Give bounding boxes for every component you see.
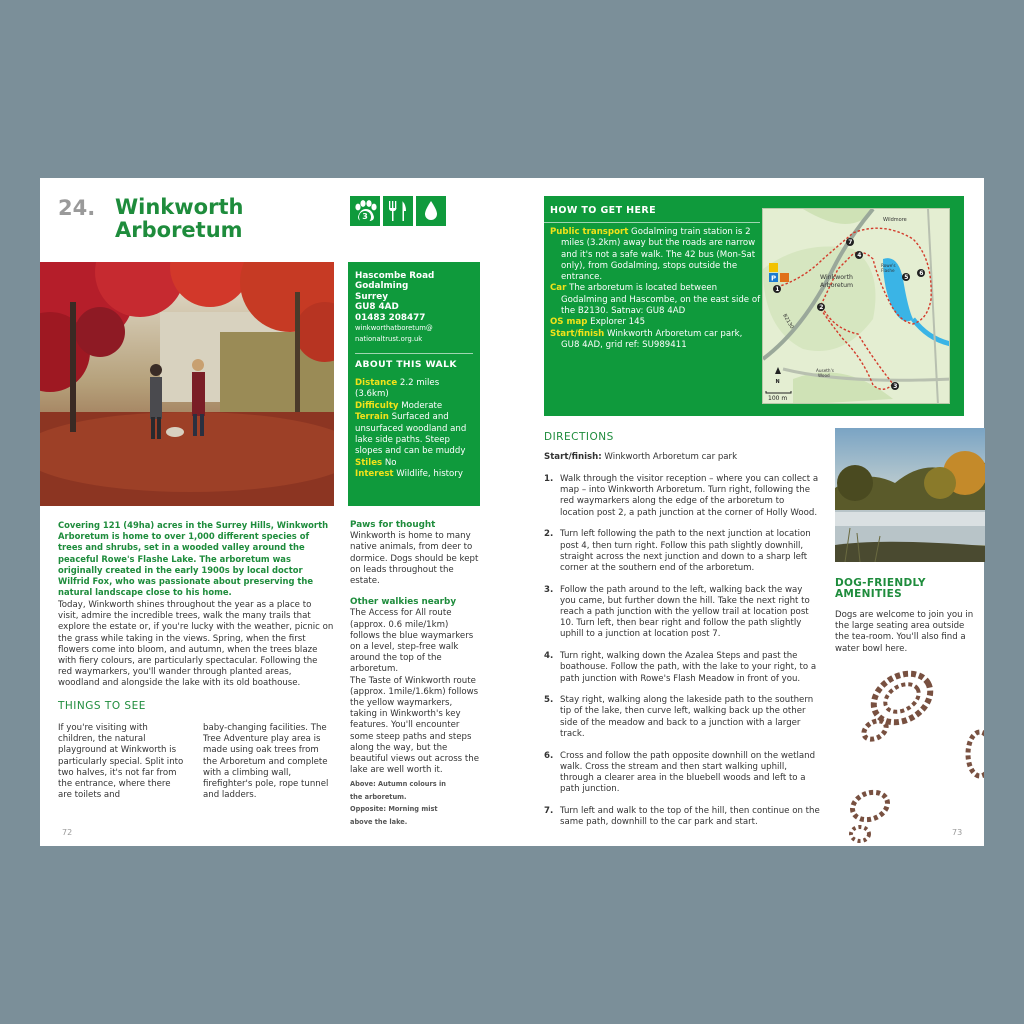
step-text: Turn left and walk to the top of the hill, then continue on the same path, downhill to the car park and start. xyxy=(560,805,820,828)
map-label-lake-1: Rowe's xyxy=(881,263,896,268)
other-walks-body-1: The Access for All route (approx. 0.6 mile/1km) follows the blue waymarkers on a level, step-free walk around the top of the arboretum. xyxy=(350,608,474,675)
car-label: Car xyxy=(550,283,567,294)
list-item xyxy=(544,806,820,828)
list-item xyxy=(544,585,820,641)
terrain-value: Surfaced and unsurfaced woodland and lake side paths. Steep slopes and can be muddy xyxy=(355,412,467,457)
photo-caption xyxy=(350,778,480,828)
dog-amenities-heading xyxy=(835,578,926,600)
walk-number: 24. xyxy=(58,196,96,220)
os-map-label: OS map xyxy=(550,317,588,328)
dog-heading-line-1: DOG-FRIENDLY xyxy=(835,577,926,589)
step-text: Walk through the visitor reception – where you can collect a map – into Winkworth Arboretum. Turn right, following the red waymarkers along the edge of the arboretum to location post 2, a path junction at the corner of Holly Wood. xyxy=(560,474,819,518)
how-heading: HOW TO GET HERE xyxy=(550,205,656,216)
food-icon xyxy=(383,196,413,226)
address-line: Surrey xyxy=(355,291,388,302)
caption-line: the arboretum. xyxy=(350,792,407,801)
distance-value: 2.2 miles (3.6km) xyxy=(355,378,440,400)
about-details xyxy=(355,378,473,481)
map-point-5: 5 xyxy=(904,274,909,282)
directions-heading: DIRECTIONS xyxy=(544,431,614,443)
map-label-wood-2: Wood xyxy=(818,373,830,378)
transport-value: Godalming train station is 2 miles (3.2km) away but the roads are narrow and it's not a safe walk. The 42 bus (Mon-Sat only), from Godalming, stops outside the entrance. xyxy=(561,227,756,283)
step-number: 6. xyxy=(544,750,554,761)
map-point-3: 3 xyxy=(893,383,898,391)
autumn-photo xyxy=(40,262,334,506)
step-number: 4. xyxy=(544,651,554,662)
map-point-6: 6 xyxy=(919,270,924,278)
list-item xyxy=(544,529,820,574)
address-line: Godalming xyxy=(355,281,409,292)
how-details xyxy=(550,227,762,351)
start-label: Start/finish: xyxy=(544,452,602,462)
paw-badge: 3 xyxy=(359,211,371,223)
dog-heading-line-2: AMENITIES xyxy=(835,588,902,600)
step-number: 3. xyxy=(544,584,554,595)
interest-label: Interest xyxy=(355,469,394,480)
page-number-right: 73 xyxy=(952,828,963,837)
caption-line: Above: Autumn colours in xyxy=(350,780,446,788)
address-line: Hascombe Road xyxy=(355,271,435,281)
map-north-label: N xyxy=(775,379,780,385)
distance-label: Distance xyxy=(355,378,398,389)
step-text: Turn left following the path to the next junction at location post 4, then turn right. Follow this path slightly downhill, straight across the next junction and down to a sharp left corner at the southern end of the arboretum. xyxy=(560,529,811,573)
boot-print-icon xyxy=(861,668,939,743)
boot-print-icon xyxy=(849,788,892,841)
about-heading: ABOUT THIS WALK xyxy=(355,353,473,370)
step-text: Turn right, walking down the Azalea Steps and past the boathouse. Follow the path, with the lake to your right, to a path junction with Rowe's Flash Meadow in front of you. xyxy=(560,651,817,684)
map-label-road: B2130 xyxy=(781,313,795,330)
feature-icons xyxy=(350,196,446,226)
step-number: 2. xyxy=(544,529,554,540)
step-text: Stay right, walking along the lakeside path to the southern tip of the lake, then curve left, walking back up the other side of the meadow and back to a junction with a larger track. xyxy=(560,695,814,739)
divider xyxy=(544,222,760,223)
map-label-arboretum-1: Winkworth xyxy=(820,274,853,281)
route-map xyxy=(762,208,950,404)
title-line-1: Winkworth xyxy=(115,195,244,219)
other-walks-body-2: The Taste of Winkworth route (approx. 1mile/1.6km) follows the yellow waymarkers, taking in Winkworth's key features. You'll encounter some steep paths and steps along the way, but the beautiful views out across the lake are well worth it. xyxy=(350,675,479,776)
map-scale-label: 100 m xyxy=(768,395,788,402)
title-line-2: Arboretum xyxy=(115,218,243,242)
phone-number: 01483 208477 xyxy=(355,312,426,323)
map-parking-label: P xyxy=(771,274,777,283)
dog-amenities-body: Dogs are welcome to join you in the large seating area outside the tea-room. You'll also find a water bowl here. xyxy=(835,610,974,654)
step-number: 1. xyxy=(544,474,554,484)
difficulty-value: Moderate xyxy=(398,400,443,411)
car-value: The arboretum is located between Godalming and Hascombe, on the east side of the B2130. Satnav: GU8 4AD xyxy=(561,283,761,317)
other-walks-heading: Other walkies nearby xyxy=(350,597,457,608)
map-point-2: 2 xyxy=(819,304,824,312)
interest-value: Wildlife, history xyxy=(393,469,463,480)
caption-line: Opposite: Morning mist xyxy=(350,805,438,813)
address-line: GU8 4AD xyxy=(355,302,399,313)
page-title xyxy=(115,196,315,242)
water-icon xyxy=(416,196,446,226)
start-value: Winkworth Arboretum car park xyxy=(601,452,738,462)
today-paragraph: Today, Winkworth shines throughout the year as a place to visit, admire the incredible trees, walk the many trails that explore the estate or, if you're lucky with the weather, picnic on the grass while taking in the views. Spring, when the first flowers come into bloom, and autumn, when the trees blaze with fiery colours, are particularly spectacular. Following the red waymarkers, you'll wander through planted areas, woodland and alongside the lake with its old boathouse. xyxy=(58,600,334,689)
step-number: 7. xyxy=(544,805,554,816)
os-map-value: Explorer 145 xyxy=(587,317,646,328)
website-link[interactable]: nationaltrust.org.uk xyxy=(355,335,423,344)
email-address[interactable]: winkworthatboretum@ xyxy=(355,324,433,333)
things-column-2: baby-changing facilities. The Tree Adventure play area is made using oak trees from the Arboretum and complete with a climbing wall, firefighter's pole, rope tunnel and ladders. xyxy=(203,723,329,801)
address-panel xyxy=(348,262,480,506)
boot-print-icon xyxy=(968,732,984,776)
things-heading: THINGS TO SEE xyxy=(58,700,146,712)
list-item xyxy=(544,651,820,685)
map-label-top: Wildmore xyxy=(883,217,907,223)
directions-list xyxy=(544,474,820,839)
terrain-label: Terrain xyxy=(355,412,389,423)
start-finish-value: Winkworth Arboretum car park, GU8 4AD, grid ref: SU989411 xyxy=(561,328,743,350)
transport-label: Public transport xyxy=(550,227,629,237)
list-item xyxy=(544,695,820,740)
list-item xyxy=(544,751,820,796)
how-to-get-here-panel xyxy=(544,196,964,416)
step-text: Follow the path around to the left, walking back the way you came, but further down the hill. Take the next right to reach a path junction with the yellow trail at location post 10. Turn left, then bear right and follow the path slightly uphill to a junction at location post 7. xyxy=(560,584,810,640)
step-text: Cross and follow the path opposite downhill on the wetland walk. Cross the stream and then start walking uphill, through a clearer area in the bluebell woods and left to a path junction. xyxy=(560,750,816,795)
map-point-7: 7 xyxy=(848,239,853,247)
page-number-left: 72 xyxy=(62,828,73,837)
map-label-lake-2: Flashe xyxy=(881,268,895,273)
map-label-wood-1: Auseth's xyxy=(816,368,834,373)
paws-heading: Paws for thought xyxy=(350,520,436,530)
paw-icon xyxy=(350,196,380,226)
stiles-label: Stiles xyxy=(355,457,383,468)
step-number: 5. xyxy=(544,695,554,706)
start-finish-label: Start/finish xyxy=(550,328,605,339)
book-spread xyxy=(40,178,984,846)
lake-photo xyxy=(835,428,985,562)
map-point-4: 4 xyxy=(857,252,862,260)
things-column-1: If you're visiting with children, the natural playground at Winkworth is particularly special. Split into two halves, it's not far from the entrance, where there are toilets and xyxy=(58,723,184,801)
map-label-arboretum-2: Arboretum xyxy=(820,282,854,289)
paws-body: Winkworth is home to many native animals, from deer to dormice. Dogs should be kept on leads throughout the estate. xyxy=(350,531,479,587)
difficulty-label: Difficulty xyxy=(355,400,399,411)
directions-start xyxy=(544,452,737,462)
intro-paragraph: Covering 121 (49ha) acres in the Surrey Hills, Winkworth Arboretum is home to over 1,000 different species of trees and shrubs, set in a wooded valley around the peaceful Rowe's Flashe Lake. The arboretum was originally created in the early 1900s by local doctor Wilfrid Fox, who was passionate about preserving the natural landscape close to his home. xyxy=(58,520,329,598)
map-point-1: 1 xyxy=(775,286,780,294)
footprints-decoration xyxy=(840,668,984,846)
caption-line: above the lake. xyxy=(350,817,408,826)
list-item xyxy=(544,474,820,519)
sidebar-column xyxy=(350,520,480,776)
stiles-value: No xyxy=(382,457,397,468)
